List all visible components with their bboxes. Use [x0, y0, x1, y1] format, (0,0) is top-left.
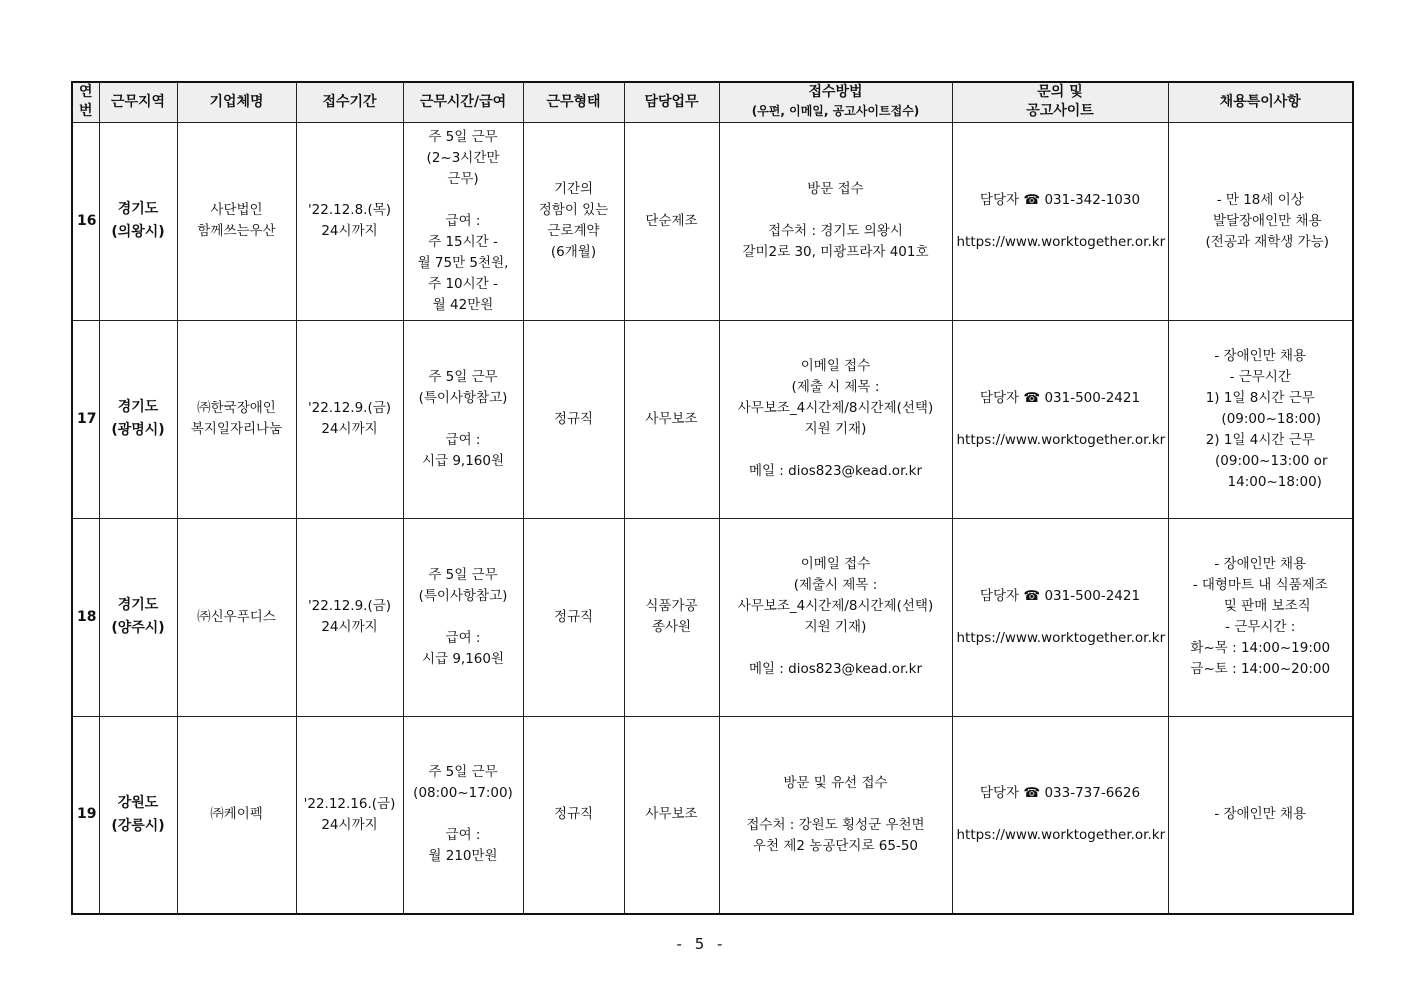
method-line: 이메일 접수	[800, 358, 871, 374]
notes-line: - 대형마트 내 식품제조	[1192, 577, 1328, 593]
hours-line: 주 10시간 -	[428, 275, 498, 292]
row-company	[177, 122, 296, 320]
header-method	[719, 82, 952, 122]
notes-line: 1) 1일 8시간 근무	[1205, 389, 1315, 406]
row-hours	[403, 716, 523, 914]
period-time: 24시까지	[321, 421, 378, 437]
contact-site-link[interactable]: https://www.worktogether.or.kr	[956, 827, 1166, 844]
notes-line: 14:00~18:00)	[1227, 473, 1322, 490]
row-hours	[403, 122, 523, 320]
company-line2: 함께쓰는우산	[197, 223, 276, 239]
row-company	[177, 518, 296, 716]
company-line1: ㈜한국장애인	[197, 400, 276, 416]
method-line: 우천 제2 농공단지로 65-50	[752, 837, 919, 854]
method-line: 접수처 : 강원도 횡성군 우천면	[746, 816, 925, 833]
duty-line: 사무보조	[645, 410, 698, 427]
notes-line: 2) 1일 4시간 근무	[1205, 431, 1315, 448]
type-line: 정규직	[553, 806, 594, 823]
type-line: 정규직	[553, 608, 594, 625]
table-row	[72, 716, 1353, 914]
spacer	[408, 190, 519, 211]
method-line: 지원 기재)	[804, 619, 867, 635]
hours-line: 급여 :	[445, 629, 481, 646]
period-time: 24시까지	[321, 619, 378, 635]
row-contact	[952, 122, 1168, 320]
contact-site-link[interactable]: https://www.worktogether.or.kr	[956, 431, 1166, 448]
hours-line: 월 42만원	[432, 296, 494, 313]
type-line: 정규직	[553, 410, 594, 427]
notes-line: (전공과 재학생 가능)	[1205, 233, 1329, 250]
row-method	[719, 320, 952, 518]
row-notes	[1168, 716, 1353, 914]
period-date: '22.12.9.(금)	[307, 598, 392, 614]
header-method-subtitle: (우편, 이메일, 공고사이트접수)	[751, 104, 920, 119]
notes-line: - 근무시간	[1229, 368, 1291, 385]
notes-line: - 장애인만 채용	[1214, 347, 1307, 364]
row-notes	[1168, 320, 1353, 518]
contact-phone: 담당자 ☎ 031-500-2421	[979, 587, 1141, 604]
region-province: 경기도	[117, 201, 159, 217]
hours-line: 시급 9,160원	[421, 452, 505, 469]
method-line: 방문 접수	[807, 181, 864, 197]
notes-line: - 근무시간 :	[1225, 619, 1296, 635]
row-region	[99, 518, 177, 716]
company-line1: 사단법인	[210, 202, 263, 218]
header-region: 근무지역	[99, 82, 177, 122]
row-period	[296, 320, 403, 518]
spacer	[408, 804, 519, 825]
row-hours	[403, 320, 523, 518]
contact-site-link[interactable]: https://www.worktogether.or.kr	[956, 233, 1166, 250]
row-region	[99, 716, 177, 914]
method-email[interactable]: 메일 : dios823@kead.or.kr	[748, 661, 923, 677]
spacer	[724, 638, 948, 659]
row-type	[523, 320, 624, 518]
notes-line: (09:00~18:00)	[1221, 410, 1322, 427]
region-city: (강릉시)	[111, 817, 165, 834]
hours-line: 급여 :	[445, 827, 481, 844]
company-line1: ㈜케이펙	[210, 806, 263, 823]
row-region	[99, 122, 177, 320]
spacer	[957, 409, 1164, 430]
type-line: 기간의	[553, 181, 594, 197]
header-hours: 근무시간/급여	[403, 82, 523, 122]
row-period	[296, 122, 403, 320]
method-line: (제출시 제목 :	[793, 577, 878, 593]
notes-line: - 만 18세 이상	[1216, 191, 1304, 208]
spacer	[957, 607, 1164, 628]
type-line: 정함이 있는	[538, 202, 609, 218]
method-line: 지원 기재)	[804, 421, 867, 437]
spacer	[724, 200, 948, 221]
period-date: '22.12.9.(금)	[307, 400, 392, 416]
notes-line: 및 판매 보조직	[1223, 598, 1311, 614]
header-type: 근무형태	[523, 82, 624, 122]
duty-line: 단순제조	[645, 212, 698, 229]
table-header-row	[72, 82, 1353, 122]
row-contact	[952, 716, 1168, 914]
hours-line: (특이사항참고)	[418, 389, 508, 406]
company-line1: ㈜신우푸디스	[197, 608, 276, 625]
header-number-line2: 번	[78, 103, 93, 120]
company-line2: 복지일자리나눔	[190, 421, 283, 437]
header-notes: 채용특이사항	[1168, 82, 1353, 122]
region-province: 경기도	[117, 399, 159, 415]
row-duty	[624, 518, 719, 716]
hours-line: 근무)	[447, 170, 479, 187]
row-company	[177, 320, 296, 518]
header-contact-line2: 공고사이트	[1026, 103, 1094, 120]
table-row	[72, 320, 1353, 518]
region-city: (광명시)	[111, 422, 165, 438]
row-type	[523, 716, 624, 914]
page-number: - 5 -	[676, 935, 727, 953]
header-number-line1: 연	[78, 84, 93, 101]
hours-line: (08:00~17:00)	[413, 785, 513, 802]
method-line: 접수처 : 경기도 의왕시	[768, 223, 903, 239]
hours-line: 주 5일 근무	[428, 764, 498, 781]
hours-line: 월 210만원	[428, 848, 498, 865]
row-method	[719, 122, 952, 320]
type-line: 근로계약	[547, 223, 600, 239]
row-number: 16	[72, 122, 99, 320]
row-period	[296, 716, 403, 914]
row-duty	[624, 716, 719, 914]
period-time: 24시까지	[321, 223, 378, 239]
hours-line: 월 75만 5천원,	[417, 254, 509, 271]
method-line: 갈미2로 30, 미광프라자 401호	[742, 244, 929, 260]
contact-phone: 담당자 ☎ 031-500-2421	[979, 389, 1141, 406]
table-row	[72, 518, 1353, 716]
hours-line: 주 5일 근무	[428, 128, 498, 145]
type-line: (6개월)	[550, 244, 597, 260]
row-number: 19	[72, 716, 99, 914]
header-duty: 담당업무	[624, 82, 719, 122]
contact-phone: 담당자 ☎ 031-342-1030	[979, 191, 1141, 208]
notes-line: 화~목 : 14:00~19:00	[1190, 640, 1331, 656]
row-number: 18	[72, 518, 99, 716]
method-line: 방문 및 유선 접수	[783, 774, 888, 791]
duty-line: 종사원	[651, 619, 692, 635]
notes-line: 금~토 : 14:00~20:00	[1190, 661, 1331, 677]
region-province: 경기도	[117, 597, 159, 613]
method-email[interactable]: 메일 : dios823@kead.or.kr	[748, 463, 923, 479]
method-line: 사무보조_4시간제/8시간제(선택)	[737, 598, 934, 614]
row-type	[523, 518, 624, 716]
hours-line: 급여 :	[445, 431, 481, 448]
row-notes	[1168, 518, 1353, 716]
row-notes	[1168, 122, 1353, 320]
hours-line: 주 5일 근무	[428, 566, 498, 583]
contact-site-link[interactable]: https://www.worktogether.or.kr	[956, 629, 1166, 646]
row-type	[523, 122, 624, 320]
table-row	[72, 122, 1353, 320]
row-contact	[952, 518, 1168, 716]
period-date: '22.12.8.(목)	[307, 202, 392, 218]
header-company: 기업체명	[177, 82, 296, 122]
notes-line: (09:00~13:00 or	[1215, 452, 1328, 469]
notes-line: 발달장애인만 채용	[1212, 212, 1322, 229]
hours-line: 주 15시간 -	[428, 233, 498, 250]
spacer	[408, 409, 519, 430]
spacer	[724, 794, 948, 815]
header-method-title: 접수방법	[808, 84, 863, 101]
hours-line: 급여 :	[445, 212, 481, 229]
header-period: 접수기간	[296, 82, 403, 122]
method-line: (제출 시 제목 :	[791, 379, 880, 395]
row-period	[296, 518, 403, 716]
header-number	[72, 82, 99, 122]
row-duty	[624, 122, 719, 320]
job-listing-table	[71, 81, 1354, 915]
spacer	[724, 440, 948, 461]
header-contact-line1: 문의 및	[1037, 84, 1083, 101]
hours-line: (특이사항참고)	[418, 587, 508, 604]
row-contact	[952, 320, 1168, 518]
spacer	[957, 211, 1164, 232]
notes-line: - 장애인만 채용	[1214, 556, 1307, 572]
row-method	[719, 716, 952, 914]
hours-line: 주 5일 근무	[428, 368, 498, 385]
row-method	[719, 518, 952, 716]
row-duty	[624, 320, 719, 518]
spacer	[957, 804, 1164, 825]
period-date: '22.12.16.(금)	[303, 795, 396, 812]
row-region	[99, 320, 177, 518]
region-city: (양주시)	[111, 620, 165, 636]
hours-line: 시급 9,160원	[421, 650, 505, 667]
row-company	[177, 716, 296, 914]
region-city: (의왕시)	[111, 224, 165, 240]
notes-line: - 장애인만 채용	[1214, 806, 1307, 823]
region-province: 강원도	[117, 794, 159, 811]
period-time: 24시까지	[321, 816, 378, 833]
method-line: 이메일 접수	[800, 556, 871, 572]
header-contact	[952, 82, 1168, 122]
row-hours	[403, 518, 523, 716]
spacer	[408, 607, 519, 628]
row-number: 17	[72, 320, 99, 518]
method-line: 사무보조_4시간제/8시간제(선택)	[737, 400, 934, 416]
hours-line: (2~3시간만	[426, 149, 500, 166]
contact-phone: 담당자 ☎ 033-737-6626	[979, 785, 1141, 802]
duty-line: 식품가공	[645, 598, 698, 614]
duty-line: 사무보조	[645, 806, 698, 823]
